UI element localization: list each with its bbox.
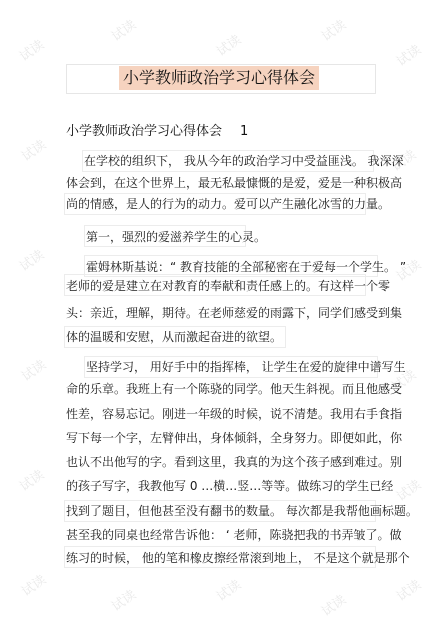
body-line: 写下每一个字，左臂伸出，身体倾斜，全身努力。即便如此，你 [66, 431, 403, 445]
body-line: 甚至我的同桌也经常告诉他： ‘ 老师，陈骁把我的书弄皱了。做 [66, 528, 402, 542]
body-line: 体会到，在这个世界上，最无私最慷慨的是爱，爱是一种积极高 [66, 176, 403, 190]
title-box [66, 64, 376, 94]
watermark: 试读 [394, 577, 425, 605]
watermark: 试读 [109, 587, 140, 615]
watermark: 试读 [17, 37, 48, 65]
watermark: 试读 [319, 17, 350, 45]
body-line: 的孩子写字，我教他写 0 …横…竖…等等。做练习的学生已经 [66, 479, 394, 493]
watermark: 试读 [19, 572, 50, 600]
watermark: 试读 [19, 357, 50, 385]
body-line: 练习的时候， 他的笔和橡皮擦经常滚到地上， 不是这个就是那个 [66, 551, 410, 565]
body-line: 坚持学习， 用好手中的指挥棒， 让学生在爱的旋律中谱写生 [86, 360, 406, 374]
watermark: 试读 [19, 137, 50, 165]
body-line: 体的温暖和安慰，从而激起奋进的欲望。 [66, 330, 283, 344]
body-line: 在学校的组织下， 我从今年的政治学习中受益匪浅。 我深深 [84, 154, 404, 168]
watermark: 试读 [394, 42, 425, 70]
body-line: 也认不出他写的字。看到这里，我真的为这个孩子感到难过。别 [66, 455, 403, 469]
section-heading-text: 小学教师政治学习心得体会 [66, 124, 223, 139]
watermark: 试读 [389, 367, 420, 395]
watermark: 试读 [214, 32, 245, 60]
body-line: 性差，容易忘记。刚进一年级的时候，说不清楚。我用右手食指 [66, 407, 403, 421]
watermark: 试读 [17, 467, 48, 495]
section-number: 1 [240, 124, 249, 139]
body-line: 霍姆林斯基说：“ 教育技能的全部秘密在于爱每一个学生。 ” [86, 260, 407, 274]
watermark: 试读 [17, 247, 48, 275]
watermark: 试读 [389, 147, 420, 175]
watermark: 试读 [214, 577, 245, 605]
watermark: 试读 [394, 257, 425, 285]
watermark: 试读 [394, 477, 425, 505]
watermark: 试读 [109, 17, 140, 45]
body-line: 老师的爱是建立在对教育的奉献和责任感上的。有这样一个零 [66, 279, 391, 293]
section-heading [66, 120, 248, 139]
body-line: 第一，强烈的爱滋养学生的心灵。 [86, 230, 267, 244]
body-line: 头：亲近，理解，期待。在老师慈爱的雨露下，同学们感受到集 [66, 306, 403, 320]
watermark: 试读 [319, 592, 350, 620]
document-title: 小学教师政治学习心得体会 [119, 66, 319, 90]
body-line: 尚的情感，是人的行为的动力。爱可以产生融化冰雪的力量。 [66, 197, 391, 211]
body-line: 找到了题目，但他甚至没有翻书的数量。 每次都是我帮他画标题。 [66, 504, 418, 518]
body-line: 命的乐章。我班上有一个陈骁的同学。他天生斜视。而且他感受 [66, 382, 403, 396]
